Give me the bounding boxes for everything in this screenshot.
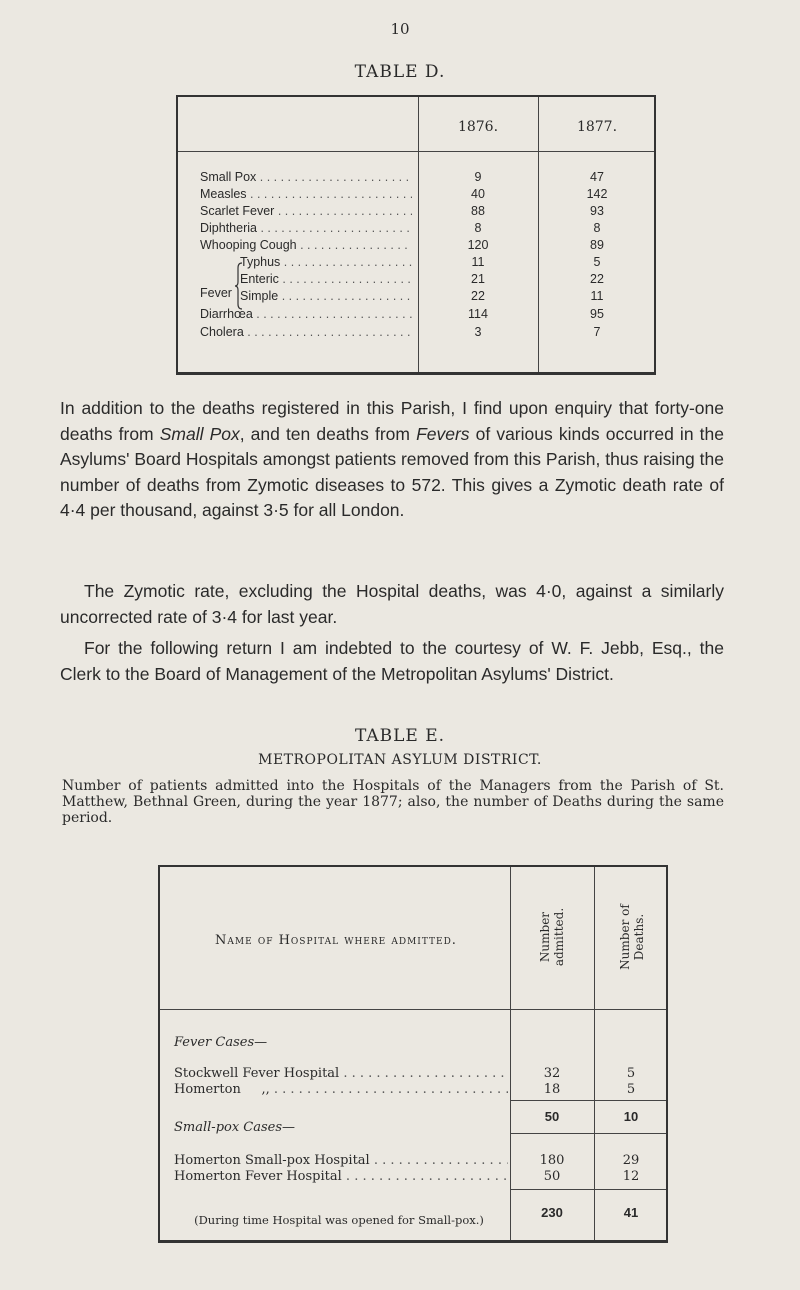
table-e-note: Number of patients admitted into the Hospitals of the Managers from the Parish of St. Matthew, Bethnal Green, during the year 1877; also, the number of Deaths during the same period. — [62, 778, 724, 826]
row-label: Whooping Cough . . . — [200, 238, 412, 252]
hospital-name: Homerton Fever Hospital . . . — [174, 1169, 508, 1184]
value-1877: 7 — [593, 325, 601, 339]
deaths-value: 12 — [622, 1169, 640, 1184]
table-row — [178, 325, 654, 342]
value-1876: 88 — [471, 204, 485, 218]
header-text: Number admitted. — [538, 907, 566, 967]
value-1877: 142 — [586, 187, 608, 201]
value-1876: 3 — [474, 325, 482, 339]
row-label: Scarlet Fever . . . — [200, 204, 412, 218]
table-d-header-1877: 1877. — [576, 119, 618, 135]
fever-total-rule — [510, 1133, 666, 1134]
table-d-title: TABLE D. — [354, 62, 446, 82]
smallpox-footnote: (During time Hospital was opened for Small-pox.) — [194, 1213, 484, 1227]
smallpox-total-deaths: 41 — [623, 1205, 639, 1220]
fever-group-label: Fever — [200, 286, 232, 300]
table-e-title: TABLE E. — [354, 726, 446, 746]
table-row — [178, 238, 654, 255]
table-row — [178, 272, 654, 289]
hospital-name: Homerton Small-pox Hospital . . . — [174, 1153, 508, 1168]
smallpox-total-admitted: 230 — [541, 1205, 563, 1220]
header-number-deaths — [594, 877, 670, 997]
table-row — [178, 204, 654, 221]
admitted-value: 18 — [543, 1082, 561, 1097]
table-d-header-rule — [178, 151, 654, 152]
value-1877: 22 — [590, 272, 604, 286]
table-row — [160, 1082, 666, 1098]
deaths-value: 5 — [626, 1082, 636, 1097]
value-1876: 22 — [471, 289, 485, 303]
table-row — [178, 187, 654, 204]
row-label: Measles . . . — [200, 187, 412, 201]
table-e — [158, 865, 668, 1243]
paragraph-text: of various kinds occurred in the Asylums' Board Hospitals amongst patients removed from this Parish, thus raising the number of deaths from Zymotic diseases to 572. This gives a Zymotic death rate of 4·4 per thousand, against 3·5 for all London. — [60, 423, 724, 520]
header-text: Number of Deaths. — [618, 904, 646, 970]
paragraph-zymotic-deaths — [60, 396, 724, 524]
value-1877: 8 — [593, 221, 601, 235]
value-1876: 114 — [468, 307, 488, 321]
table-d — [176, 95, 656, 375]
smallpox-subtotal-rule — [510, 1189, 666, 1190]
row-label: Diarrhœa . . . — [200, 307, 412, 321]
header-hospital-name: Name of Hospital where admitted. — [215, 933, 457, 948]
emphasis-small-pox: Small Pox — [159, 423, 240, 444]
table-row — [178, 307, 654, 324]
table-row — [178, 289, 654, 306]
admitted-value: 180 — [539, 1153, 565, 1168]
emphasis-fevers: Fevers — [416, 423, 470, 444]
table-e-header-rule — [160, 1009, 666, 1010]
value-1877: 93 — [590, 204, 604, 218]
paragraph-zymotic-rate — [60, 579, 724, 630]
paragraph-text: In addition to the deaths registered in this Parish, I find upon enquiry that forty-one deaths from — [60, 398, 724, 444]
value-1876: 9 — [474, 170, 482, 184]
page-number: 10 — [390, 20, 410, 38]
value-1876: 120 — [467, 238, 489, 252]
value-1877: 89 — [590, 238, 604, 252]
admitted-value: 50 — [543, 1169, 561, 1184]
table-row — [178, 170, 654, 187]
paragraph-text: For the following return I am indebted to the courtesy of W. F. Jebb, Esq., the Clerk to the Board of Management of the Metropolitan Asylums' District. — [60, 638, 724, 684]
row-label: Cholera . . . — [200, 325, 412, 339]
paragraph-text: The Zymotic rate, excluding the Hospital deaths, was 4·0, against a similarly uncorrected rate of 3·4 for last year. — [60, 581, 724, 627]
section-fever-cases: Fever Cases— — [174, 1035, 268, 1050]
table-row — [178, 221, 654, 238]
value-1876: 11 — [471, 255, 485, 269]
header-number-admitted — [514, 877, 590, 997]
value-1876: 21 — [471, 272, 485, 286]
row-label: Small Pox . . . — [200, 170, 412, 184]
fever-total-admitted: 50 — [544, 1109, 560, 1124]
paragraph-text: , and ten deaths from — [239, 423, 417, 444]
paragraph-acknowledgement — [60, 636, 724, 687]
table-row — [160, 1066, 666, 1082]
hospital-name: Stockwell Fever Hospital . . . — [174, 1066, 508, 1081]
row-label: Diphtheria . . . — [200, 221, 412, 235]
value-1877: 47 — [590, 170, 604, 184]
fever-subtotal-rule — [510, 1100, 666, 1101]
table-row — [178, 255, 654, 272]
fever-total-deaths: 10 — [623, 1109, 639, 1124]
value-1876: 40 — [471, 187, 485, 201]
table-d-header-1876: 1876. — [457, 119, 499, 135]
admitted-value: 32 — [543, 1066, 561, 1081]
section-smallpox-cases: Small-pox Cases— — [174, 1120, 296, 1135]
row-label: Simple . . . — [240, 289, 412, 303]
table-row — [160, 1169, 666, 1185]
value-1876: 8 — [474, 221, 482, 235]
deaths-value: 29 — [622, 1153, 640, 1168]
value-1877: 95 — [590, 307, 604, 321]
table-row — [160, 1153, 666, 1169]
hospital-name: Homerton ,, . . . — [174, 1082, 508, 1097]
value-1877: 11 — [590, 289, 604, 303]
row-label: Typhus . . . — [240, 255, 412, 269]
table-e-subtitle: METROPOLITAN ASYLUM DISTRICT. — [258, 752, 542, 768]
row-label: Enteric . . . — [240, 272, 412, 286]
value-1877: 5 — [593, 255, 601, 269]
deaths-value: 5 — [626, 1066, 636, 1081]
